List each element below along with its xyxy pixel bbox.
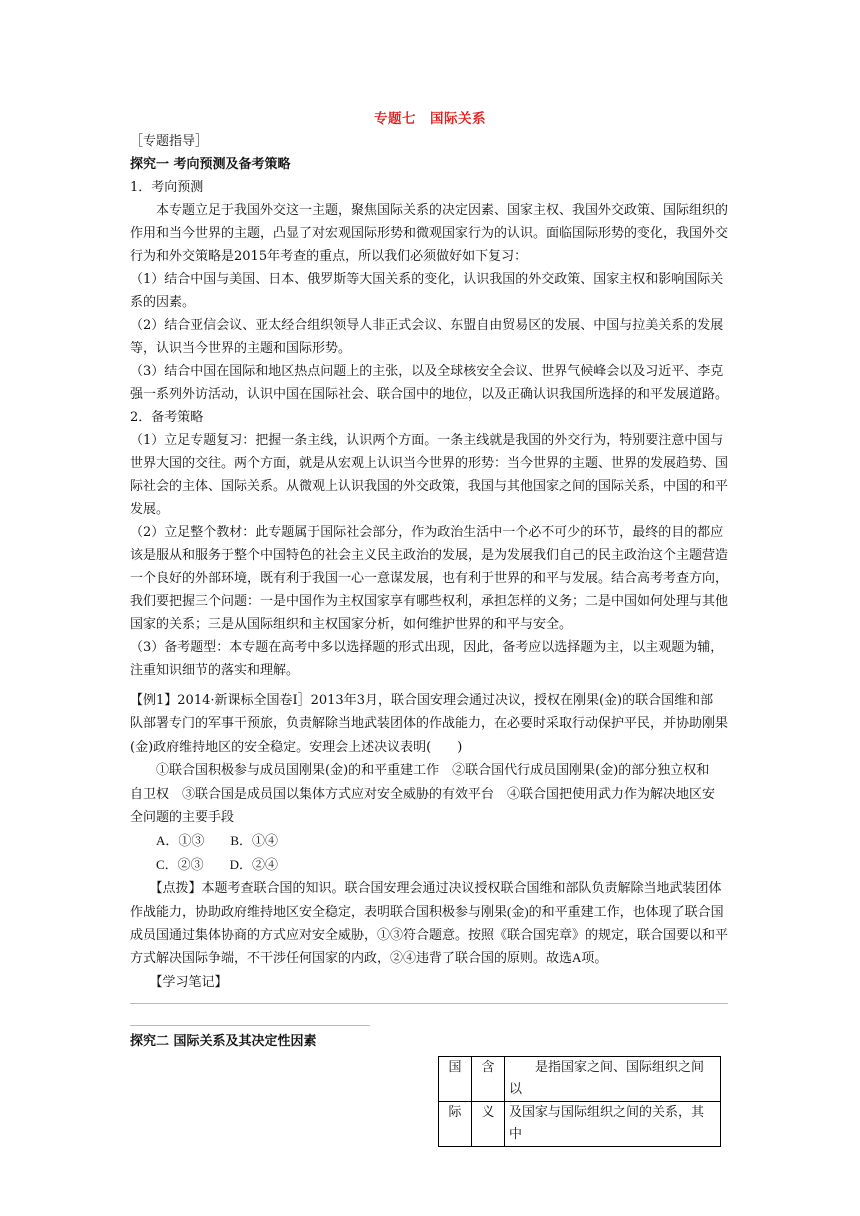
guide-line: （3）备考题型：本专题在高考中多以选择题的形式出现，因此，备考应以选择题为主，以主观题为辅， (130, 640, 724, 655)
guide-line: ［专题指导］ (130, 134, 209, 149)
example-line: 【例1】2014·新课标全国卷Ⅰ］2013年3月，联合国安理会通过决议，授权在刚果(金)的联合国维和部 (130, 693, 714, 708)
guide-line: 际社会的主体、国际关系。从微观上认识我国的外交政策，我国与其他国家之间的国际关系，中国的和平 (130, 479, 729, 494)
example-line: 成员国通过集体协商的方式应对安全威胁，①③符合题意。按照《联合国宪章》的规定，联合国要以和平 (130, 927, 729, 942)
guide-line: （2）结合亚信会议、亚太经合组织领导人非正式会议、东盟自由贸易区的发展、中国与拉美关系的发展 (130, 318, 724, 333)
section-heading-2: 探究二 国际关系及其决定性因素 (130, 1034, 317, 1049)
guide-line: 2．备考策略 (130, 410, 204, 425)
example-line: 作战能力，协助政府维持地区安全稳定，表明联合国积极参与刚果(金)的和平重建工作，也体现了联合国 (130, 903, 724, 919)
guide-line: 行为和外交策略是2015年考查的重点，所以我们必须做好如下复习： (130, 249, 528, 264)
guide-line: （2）立足整个教材：此专题属于国际社会部分，作为政治生活中一个必不可少的环节，最终的目的都应 (130, 525, 724, 540)
guide-line: （1）结合中国与美国、日本、俄罗斯等大国关系的变化，认识我国的外交政策、国家主权和影响国际关 (130, 272, 724, 287)
guide-line: 探究一 考向预测及备考策略 (130, 157, 291, 172)
table-cell-text-1: 是指国家之间、国际组织之间以 (505, 1057, 721, 1102)
guide-line: （1）立足专题复习：把握一条主线，认识两个方面。一条主线就是我国的外交行为，特别要注意中国与 (130, 433, 724, 448)
guide-line: 该是服从和服务于整个中国特色的社会主义民主政治的发展，是为发展我们自己的民主政治这个主题营造 (130, 548, 729, 563)
example-line: C．②③ D．②④ (130, 856, 279, 872)
guide-line: （3）结合中国在国际和地区热点问题上的主张，以及全球核安全会议、世界气候峰会以及习近平、李克 (130, 364, 724, 379)
document-title: 专题七 国际关系 (374, 111, 486, 127)
guide-line: 世界大国的交往。两个方面，就是从宏观上认识当今世界的形势：当今世界的主题、世界的发展趋势、国 (130, 456, 729, 471)
example-line: A．①③ B．①④ (130, 833, 279, 849)
example-line: ①联合国积极参与成员国刚果(金)的和平重建工作 ②联合国代行成员国刚果(金)的部分独立权和 (130, 763, 710, 779)
guide-line: 1．考向预测 (130, 180, 204, 195)
guide-line: 强一系列外访活动，认识中国在国际社会、联合国中的地位，以及正确认识我国所选择的和平发展道路。 (130, 387, 729, 402)
example-line: 【点拨】本题考查联合国的知识。联合国安理会通过决议授权联合国维和部队负责解除当地武装团体 (130, 880, 722, 896)
guide-line: 作用和当今世界的主题，凸显了对宏观国际形势和微观国家行为的认识。面临国际形势的变化，我国外交 (130, 226, 729, 241)
example-line: 全问题的主要手段 (130, 810, 235, 825)
guide-line: 国家的关系；三是从国际组织和主权国家分析，如何维护世界的和平与安全。 (130, 617, 573, 632)
example-line: 方式解决国际争端，不干涉任何国家的内政，②④违背了联合国的原则。故选A项。 (130, 950, 608, 966)
guide-line: 本专题立足于我国外交这一主题，聚焦国际关系的决定因素、国家主权、我国外交政策、国际组织的 (130, 203, 729, 218)
table-cell-term-1: 国 (439, 1057, 472, 1102)
table-cell-label-1: 含 (472, 1057, 505, 1102)
guide-line: 一个良好的外部环境，既有利于我国一心一意谋发展，也有利于世界的和平与发展。结合高考考查方向， (130, 571, 729, 586)
guide-line: 发展。 (130, 502, 170, 517)
example-line: 自卫权 ③联合国是成员国以集体方式应对安全威胁的有效平台 ④联合国把使用武力作为解决地区安 (130, 786, 716, 802)
guide-line: 注重知识细节的落实和理解。 (130, 663, 300, 678)
notes-rule-long (130, 1003, 728, 1004)
guide-line: 系的因素。 (130, 295, 196, 310)
table-cell-label-2: 义 (472, 1102, 505, 1147)
table-cell-term-2: 际 (439, 1102, 472, 1147)
guide-line: 我们要把握三个问题：一是中国作为主权国家享有哪些权利，承担怎样的义务；二是中国如何处理与其他 (130, 594, 729, 609)
notes-rule-short (130, 1025, 370, 1026)
table-cell-text-2: 及国家与国际组织之间的关系，其中 (505, 1102, 721, 1147)
guide-line: 等，认识当今世界的主题和国际形势。 (130, 341, 352, 356)
example-line: 【学习笔记】 (130, 973, 228, 989)
example-line: 队部署专门的军事干预旅，负责解除当地武装团体的作战能力，在必要时采取行动保护平民，并协助刚果 (130, 716, 729, 732)
example-line: (金)政府维持地区的安全稳定。安理会上述决议表明( ) (130, 739, 463, 755)
definition-table (438, 1056, 721, 1147)
